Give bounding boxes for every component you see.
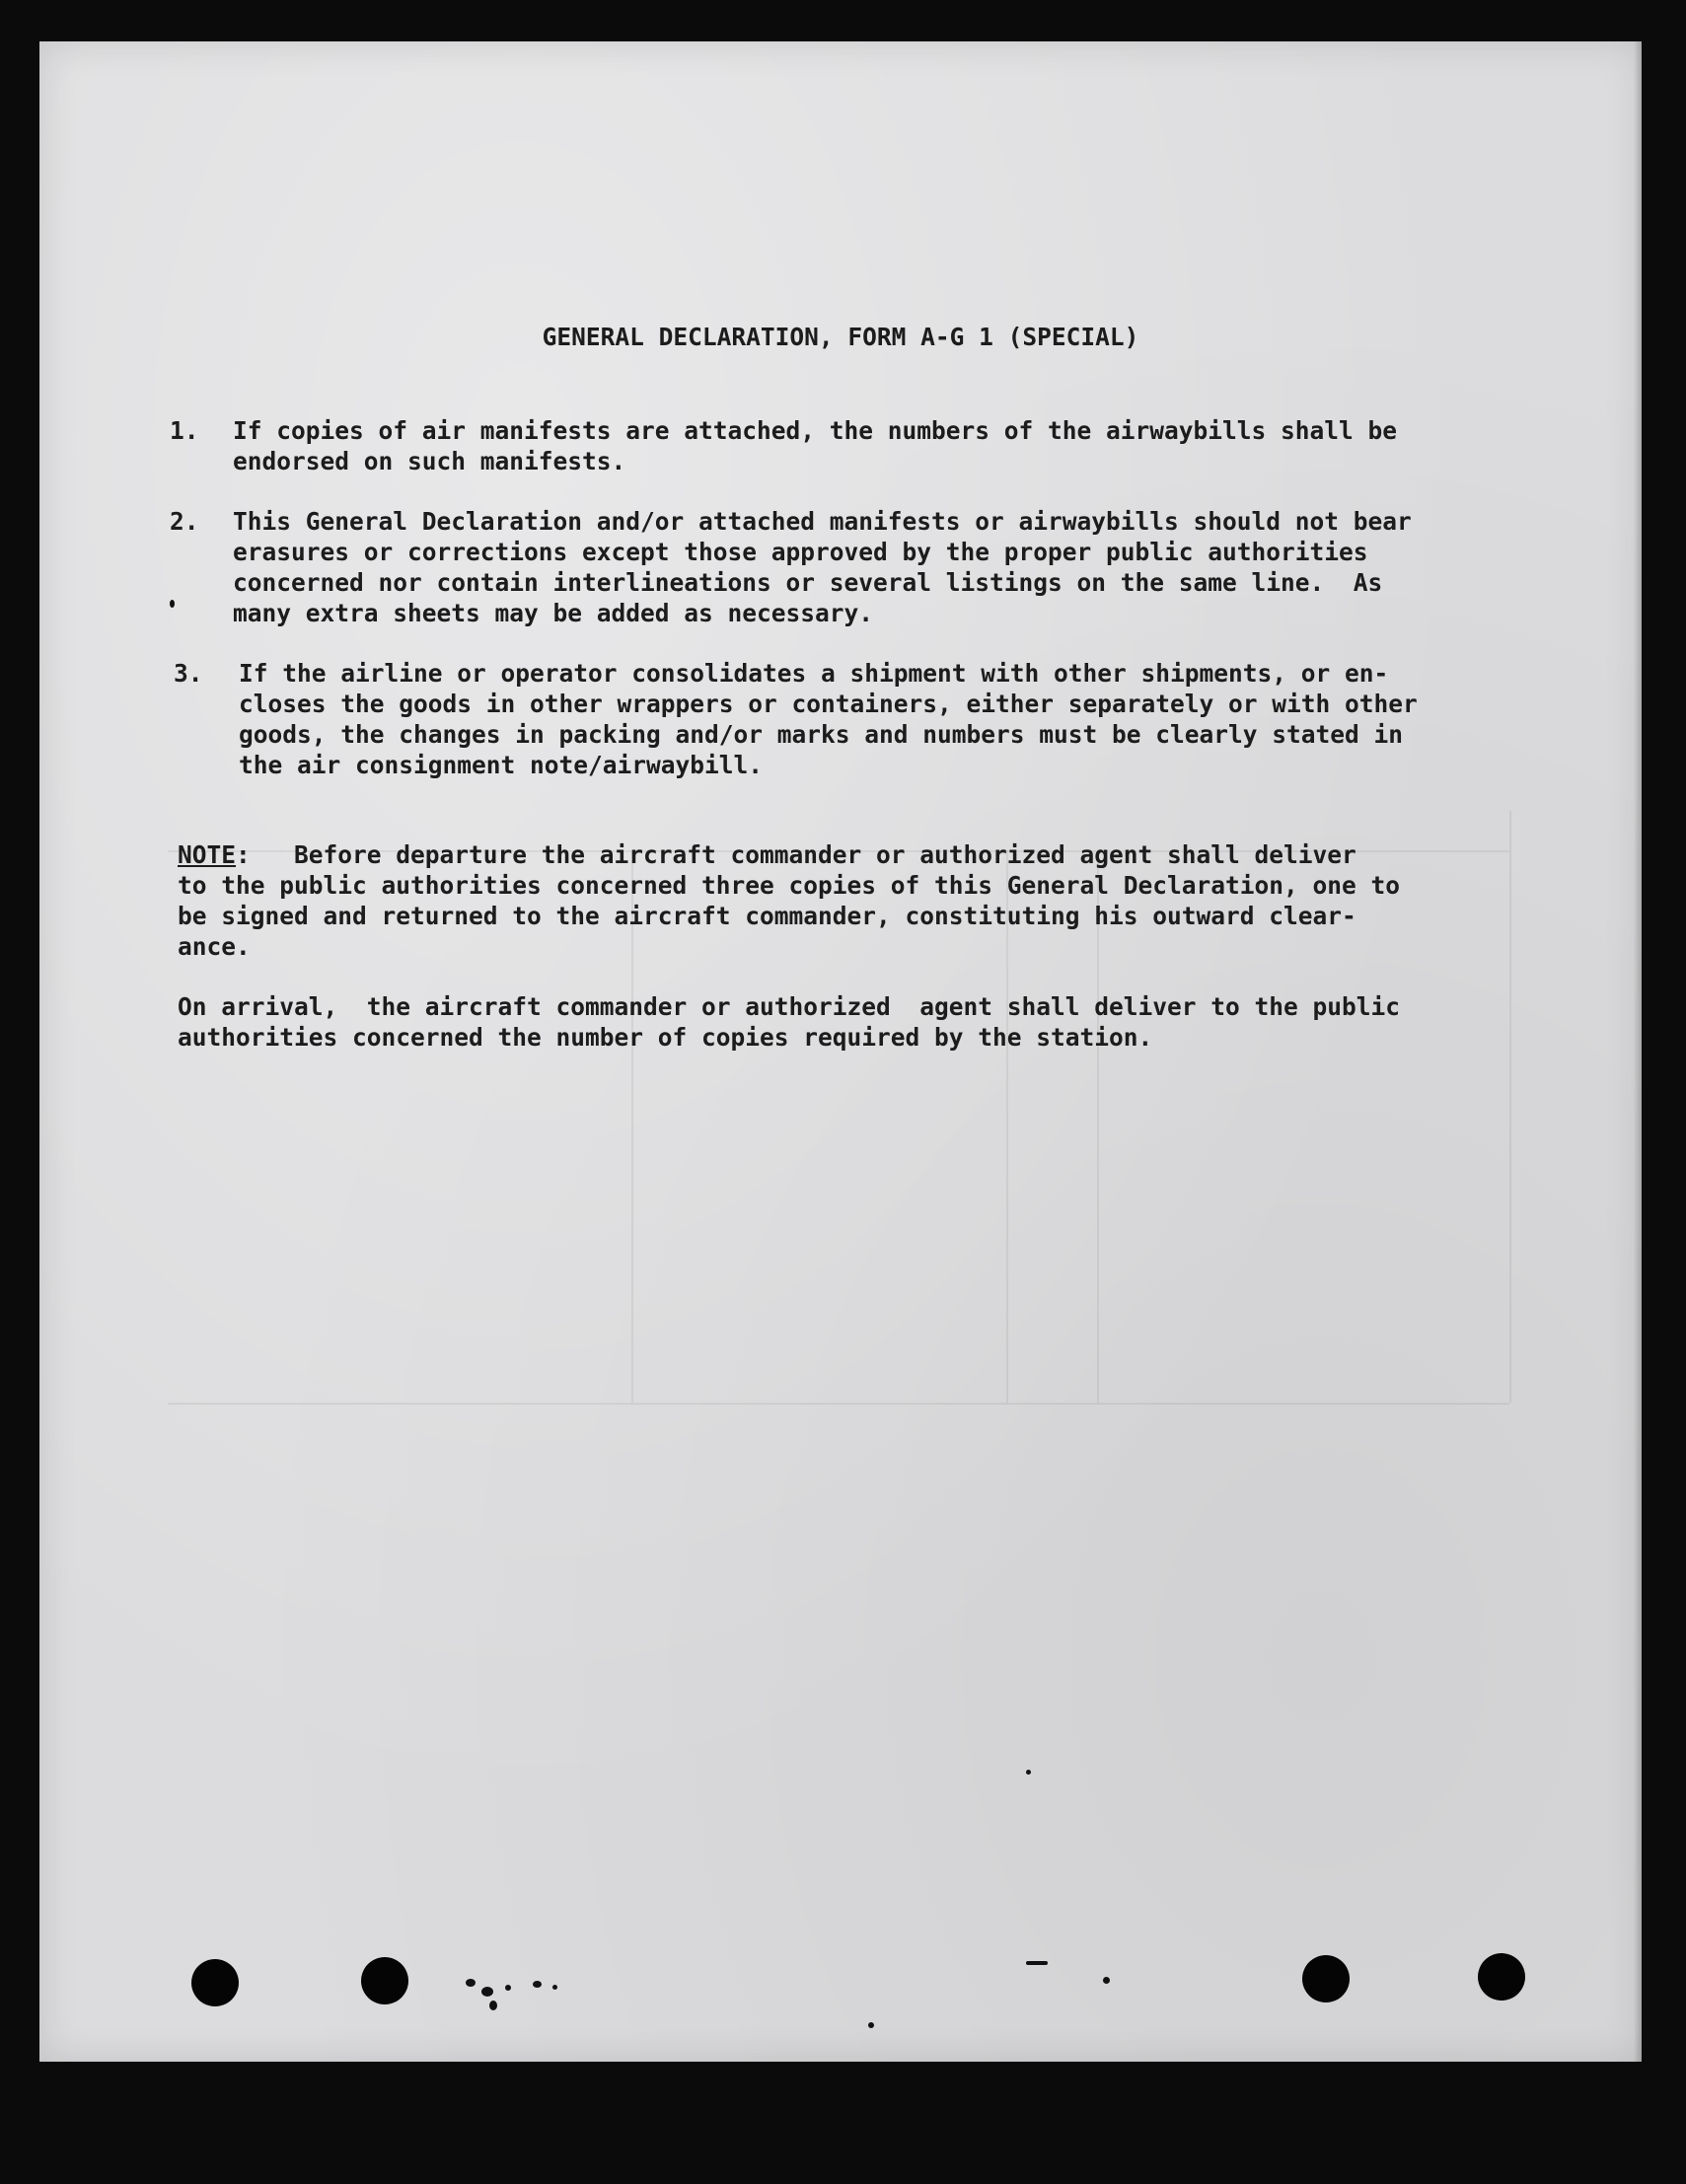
- item-number: 1.: [170, 416, 199, 445]
- ink-speck: [489, 2001, 497, 2010]
- bleed-through-rule: [1097, 850, 1099, 1403]
- ink-speck: [466, 1979, 476, 1987]
- item-2-line: erasures or corrections except those approved by the proper public authorities: [233, 538, 1368, 566]
- item-1-line: endorsed on such manifests.: [233, 447, 626, 475]
- item-number: 2.: [170, 507, 199, 536]
- item-2-line: many extra sheets may be added as necessary.: [233, 599, 874, 627]
- note-label: NOTE: [178, 840, 237, 869]
- punch-hole: [1478, 1953, 1525, 2001]
- item-3-line: the air consignment note/airwaybill.: [239, 751, 764, 779]
- punch-hole: [191, 1959, 239, 2006]
- ink-speck: [505, 1985, 511, 1991]
- note-first-line: [178, 839, 1356, 870]
- ink-speck: [1026, 1770, 1031, 1775]
- ink-speck: [552, 1985, 557, 1990]
- ink-speck: [1026, 1961, 1048, 1965]
- punch-hole: [361, 1957, 408, 2004]
- item-number: 3.: [174, 659, 203, 688]
- ink-speck: [533, 1981, 542, 1988]
- item-2-line: This General Declaration and/or attached manifests or airwaybills should not bear: [233, 507, 1412, 536]
- bleed-through-rule: [1509, 811, 1511, 1403]
- item-3-line: If the airline or operator consolidates a shipment with other shipments, or en-: [239, 659, 1389, 688]
- note-line: be signed and returned to the aircraft commander, constituting his outward clear-: [178, 902, 1356, 930]
- item-3-line: closes the goods in other wrappers or containers, either separately or with other: [239, 690, 1418, 718]
- ink-speck: [170, 600, 175, 608]
- item-1-line: If copies of air manifests are attached, the numbers of the airwaybills shall be: [233, 416, 1398, 445]
- form-title: GENERAL DECLARATION, FORM A-G 1 (SPECIAL): [542, 323, 1139, 351]
- punch-hole: [1302, 1955, 1350, 2002]
- item-2-line: concerned nor contain interlineations or several listings on the same line. As: [233, 568, 1383, 597]
- arrival-line: authorities concerned the number of copies required by the station.: [178, 1023, 1153, 1052]
- bleed-through-rule: [631, 850, 633, 1403]
- arrival-line: On arrival, the aircraft commander or authorized agent shall deliver to the public: [178, 992, 1401, 1021]
- note-line: ance.: [178, 932, 251, 961]
- bleed-through-rule: [168, 1403, 1509, 1405]
- bleed-through-rule: [1006, 850, 1008, 1403]
- ink-speck: [1103, 1977, 1110, 1984]
- item-3-line: goods, the changes in packing and/or marks and numbers must be clearly stated in: [239, 720, 1404, 749]
- note-first-line-text: : Before departure the aircraft commander or authorized agent shall deliver: [236, 840, 1356, 869]
- document-page: [39, 41, 1642, 2062]
- ink-speck: [868, 2022, 874, 2028]
- ink-speck: [481, 1987, 493, 1997]
- note-line: to the public authorities concerned three copies of this General Declaration, one to: [178, 871, 1401, 900]
